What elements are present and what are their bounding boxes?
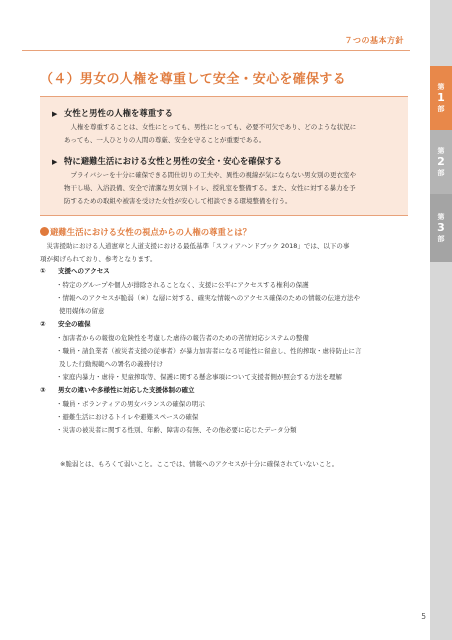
item-heading-1: [40, 265, 110, 278]
list-item: ・職員・ボランティアの男女バランスの確保の明示: [56, 400, 205, 408]
item-title: 支援へのアクセス: [58, 267, 110, 275]
box-text-2-line: プライバシーを十分に確保できる間仕切りの工夫や、異性の視線が気にならない男女別の更衣室や: [70, 171, 357, 179]
box-text-1-line: 人権を尊重することは、女性にとっても、男性にとっても、必要不可欠であり、どのような状況に: [70, 123, 357, 131]
section-title: （４）男女の人権を尊重して安全・安心を確保する: [40, 72, 346, 87]
box-text-1-line: あっても、一人ひとりの人間の尊厳、安全を守ることが重要である。: [64, 136, 266, 144]
intro-line: 災害援助における人道憲章と人道支援における最低基準「スフィアハンドブック 2018」では、以下の事: [46, 242, 350, 250]
list-item: ・避難生活におけるトイレや避難スペースの確保: [56, 413, 199, 421]
part-tab-3[interactable]: [430, 194, 452, 262]
item-heading-3: [40, 384, 195, 397]
box-text-2: [64, 169, 402, 208]
tab-label-top: 第: [437, 147, 445, 155]
tab-label-bottom: 部: [437, 169, 445, 177]
box-text-1: [64, 121, 402, 147]
list-item: ・家庭内暴力・虐待・児童搾取等、保護に関する懸念事項について支援者側が照会する方法を理解: [56, 373, 342, 381]
list-item: ・特定のグループや個人が排除されることなく、支援に公平にアクセスする権利の保護: [56, 281, 309, 289]
item-heading-2: [40, 318, 91, 331]
list-item: ・加害者からの報復の危険性を考慮した虐待の報告者のための苦情対応システムの整備: [56, 334, 309, 342]
part-tab-2[interactable]: [430, 130, 452, 194]
key-points-box: [40, 96, 408, 216]
triangle-bullet-icon: ▶: [52, 110, 58, 118]
item-title: 男女の違いや多様性に対応した支援体制の確立: [58, 386, 195, 394]
footnote: ※脆弱とは、もろくて弱いこと。ここでは、情報へのアクセスが十分に確保されていないこと。: [60, 460, 339, 468]
part-tab-1[interactable]: [430, 66, 452, 130]
list-item: ・災害の被災者に関する性別、年齢、障害の有無、その他必要に応じたデータ分類: [56, 426, 297, 434]
triangle-bullet-icon: ▶: [52, 158, 58, 166]
box-heading-2: [52, 155, 282, 167]
item-number: ①: [40, 267, 46, 275]
tab-label-top: 第: [437, 213, 445, 221]
sub-heading: [40, 226, 251, 238]
tab-label-bottom: 部: [437, 235, 445, 243]
tab-label-top: 第: [437, 83, 445, 91]
box-heading-2-text: 特に避難生活における女性と男性の安全・安心を確保する: [64, 156, 282, 166]
list-item: ・職員・請負業者（被災者支援の従事者）が暴力加害者になる可能性に留意し、性的搾取・虐待防止に言: [56, 347, 362, 355]
list-item: ・情報へのアクセスが脆弱（※）な層に対する、確実な情報へのアクセス確保のための情報の伝達方法や: [56, 294, 361, 302]
header-rule: [22, 50, 410, 51]
box-text-2-line: 物干し場、入浴設備、安全で清潔な男女別トイレ、授乳室を整備する。また、女性に対する暴力を予: [64, 184, 356, 192]
item-number: ②: [40, 320, 46, 328]
item-number: ③: [40, 386, 46, 394]
list-item-continuation: 使用媒体の留意: [59, 307, 105, 315]
tab-label-num: 3: [437, 221, 445, 234]
tab-label-num: 2: [437, 155, 445, 168]
list-item-continuation: 及した行動規範への署名の義務付け: [59, 360, 163, 368]
intro-paragraph: [40, 240, 410, 266]
sub-heading-text: 避難生活における女性の視点からの人権の尊重とは？: [50, 227, 251, 237]
circle-bullet-icon: [40, 227, 49, 236]
intro-line: 項が掲げられており、参考となります。: [40, 255, 157, 263]
box-heading-1: [52, 107, 173, 119]
page-number: 5: [421, 612, 426, 621]
tab-label-bottom: 部: [437, 105, 445, 113]
running-title: ７つの基本方針: [344, 36, 404, 45]
item-title: 安全の確保: [58, 320, 91, 328]
box-heading-1-text: 女性と男性の人権を尊重する: [64, 108, 173, 118]
box-text-2-line: 防するための取組や被害を受けた女性が安心して相談できる環境整備を行う。: [64, 197, 292, 205]
tab-label-num: 1: [437, 91, 445, 104]
